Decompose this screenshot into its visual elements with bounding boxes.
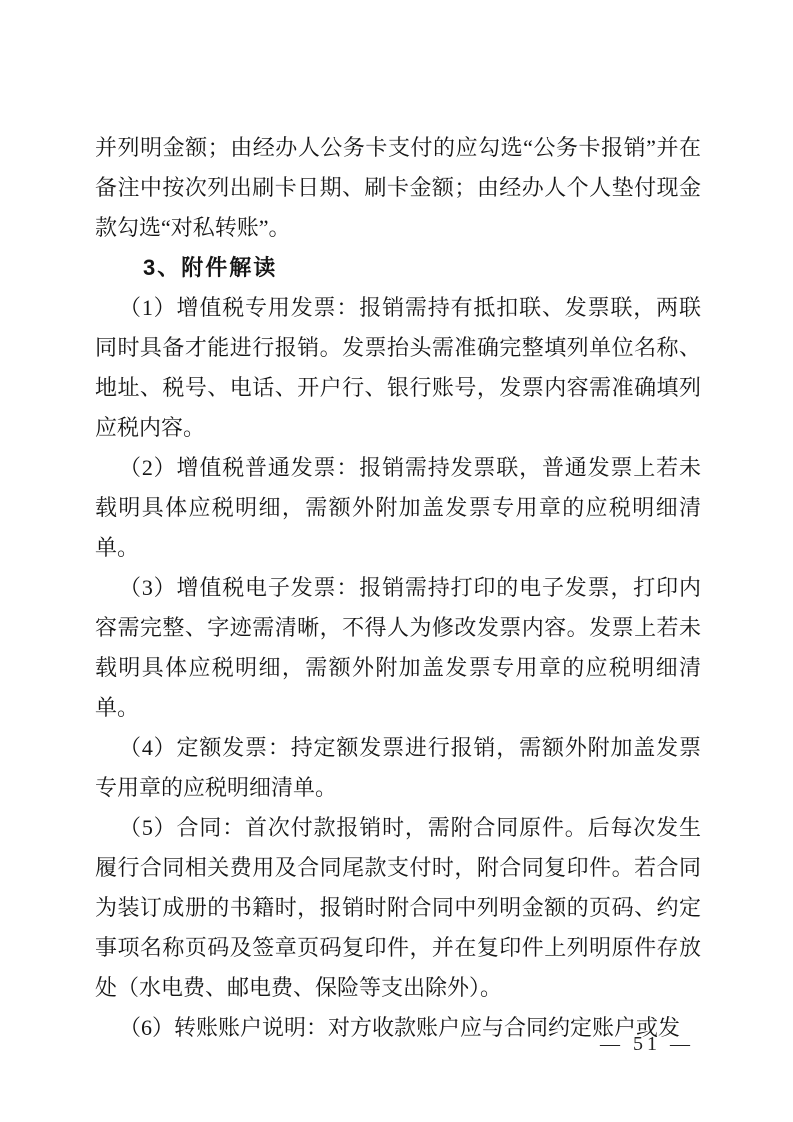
page-number: — 51 — [600,1033,694,1055]
paragraph: （3）增值税电子发票：报销需持打印的电子发票，打印内容需完整、字迹需清晰，不得人为修改发票内容。发票上若未载明具体应税明细，需额外附加盖发票专用章的应税明细清单。 [95,575,701,720]
paragraph: （2）增值税普通发票：报销需持发票联，普通发票上若未载明具体应税明细，需额外附加盖发票专用章的应税明细清单。 [95,455,701,560]
paragraph: 3、附件解读 [143,255,278,280]
paragraph: （4）定额发票：持定额发票进行报销，需额外附加盖发票专用章的应税明细清单。 [95,735,701,800]
paragraph: （1）增值税专用发票：报销需持有抵扣联、发票联，两联同时具备才能进行报销。发票抬头需准确完整填列单位名称、地址、税号、电话、开户行、银行账号，发票内容需准确填列应税内容。 [95,295,701,440]
paragraph: 并列明金额；由经办人公务卡支付的应勾选“公务卡报销”并在备注中按次列出刷卡日期、刷卡金额；由经办人个人垫付现金款勾选“对私转账”。 [95,135,702,240]
paragraph: （5）合同：首次付款报销时，需附合同原件。后每次发生履行合同相关费用及合同尾款支付时，附合同复印件。若合同为装订成册的书籍时，报销时附合同中列明金额的页码、约定事项名称页码及签章页码复印件，并在复印件上列明原件存放处（水电费、邮电费、保险等支出除外）。 [95,815,701,1000]
document-body [95,128,701,1048]
paragraph: （6）转账账户说明：对方收款账户应与合同约定账户或发 [119,1015,681,1040]
